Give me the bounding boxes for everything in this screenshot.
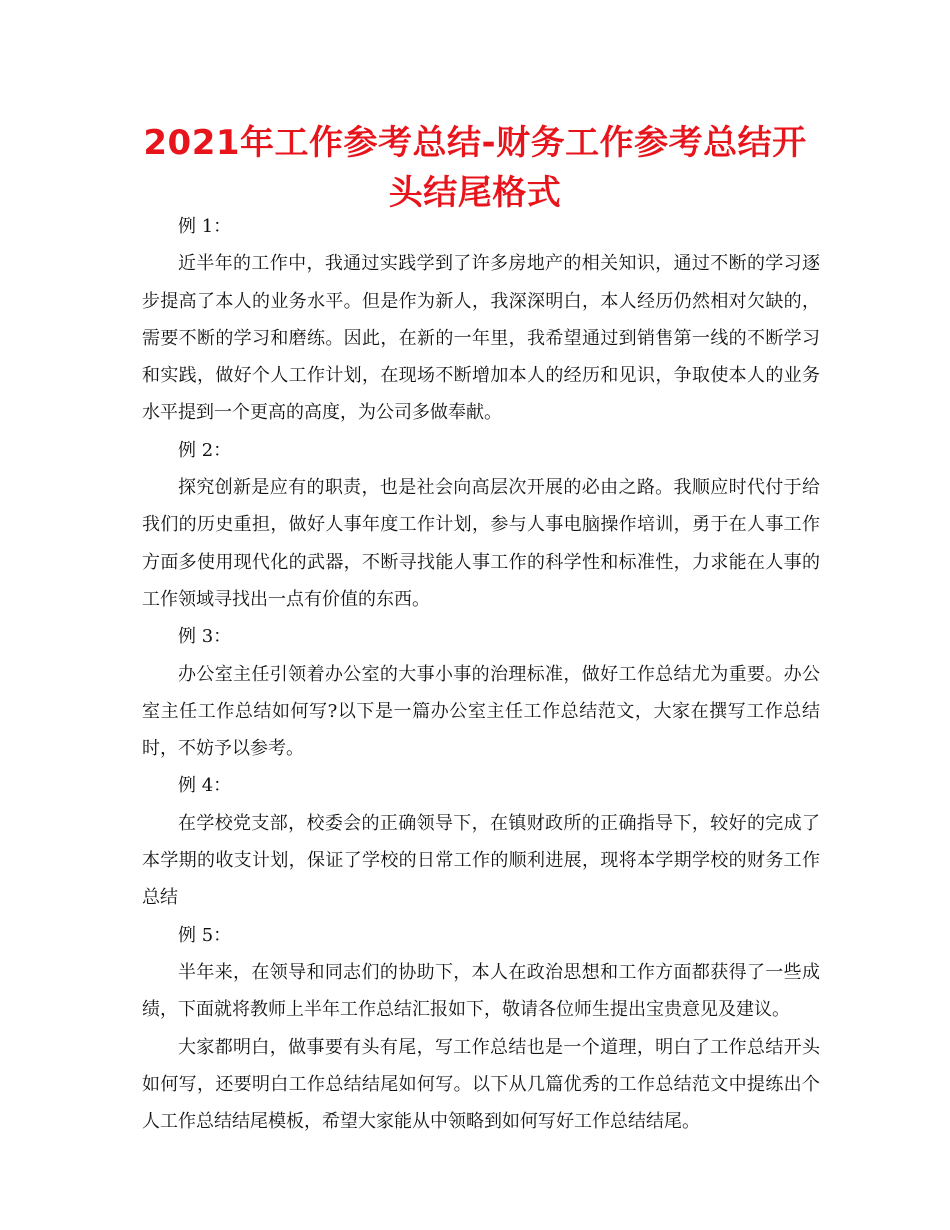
paragraph-example-5-text: 半年来，在领导和同志们的协助下，本人在政治思想和工作方面都获得了一些成绩，下面就将教师上半年工作总结汇报如下，敬请各位师生提出宝贵意见及建议。: [142, 961, 820, 1021]
paragraph-closing-text: 大家都明白，做事要有头有尾，写工作总结也是一个道理，明白了工作总结开头如何写，还要明白工作总结结尾如何写。以下从几篇优秀的工作总结范文中提练出个人工作总结结尾模板，希望大家能从中领略到如何写好工作总结结尾。: [142, 1036, 820, 1133]
paragraph-example-5-label: 例 5：: [178, 924, 232, 946]
paragraph-example-4-label: 例 4：: [178, 775, 232, 797]
paragraph-example-2-label: 例 2：: [178, 439, 232, 461]
paragraph-example-4-text: 在学校党支部，校委会的正确领导下，在镇财政所的正确指导下，较好的完成了本学期的收支计划，保证了学校的日常工作的顺利进展，现将本学期学校的财务工作总结: [142, 812, 820, 909]
paragraph-example-1-label: 例 1：: [178, 216, 232, 237]
paragraph-example-3-label: 例 3：: [178, 626, 232, 648]
paragraph-example-1-text: 近半年的工作中，我通过实践学到了许多房地产的相关知识，通过不断的学习逐步提高了本人的业务水平。但是作为新人，我深深明白，本人经历仍然相对欠缺的，需要不断的学习和磨练。因此，在新的一年里，我希望通过到销售第一线的不断学习和实践，做好个人工作计划，在现场不断增加本人的经历和见识，争取使本人的业务水平提到一个更高的高度，为公司多做奉献。: [142, 253, 820, 424]
document-title: 2021年工作参考总结-财务工作参考总结开头结尾格式: [143, 123, 807, 213]
paragraph-example-2-text: 探究创新是应有的职责，也是社会向高层次开展的必由之路。我顺应时代付于给我们的历史重担，做好人事年度工作计划，参与人事电脑操作培训，勇于在人事工作方面多使用现代化的武器，不断寻找能人事工作的科学性和标准性，力求能在人事的工作领域寻找出一点有价值的东西。: [142, 477, 820, 610]
paragraph-example-3-text: 办公室主任引领着办公室的大事小事的治理标准，做好工作总结尤为重要。办公室主任工作总结如何写?以下是一篇办公室主任工作总结范文，大家在撰写工作总结时，不妨予以参考。: [142, 663, 820, 760]
document-body: [142, 208, 820, 1140]
